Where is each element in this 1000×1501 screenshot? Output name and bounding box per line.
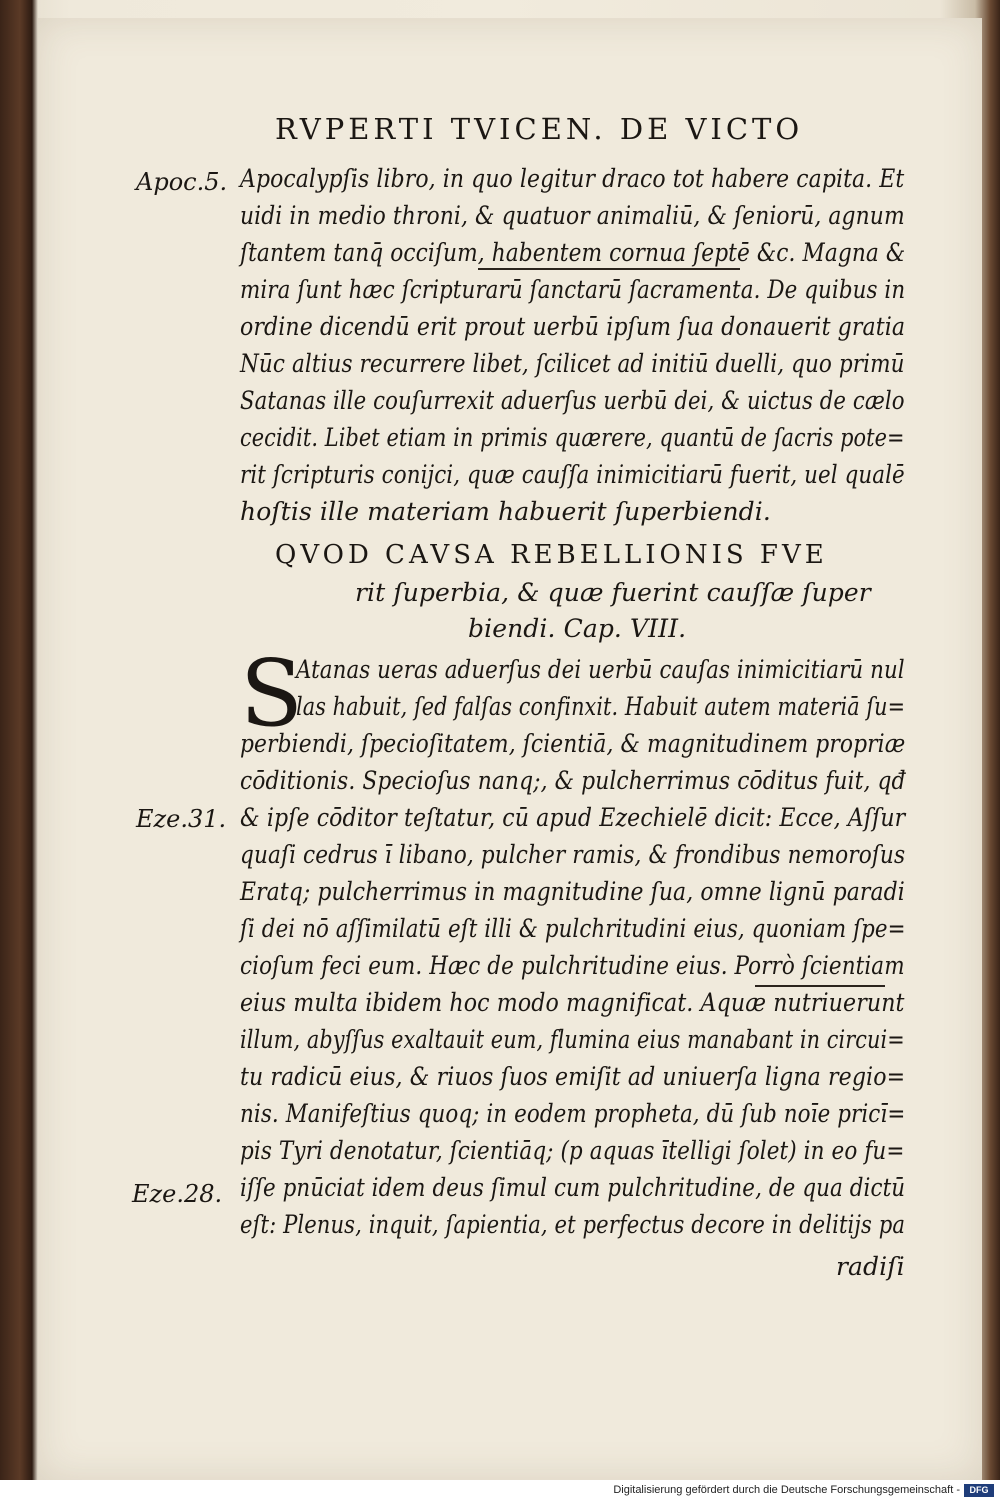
- text-line: iſſe pnūciat idem deus ſimul cum pulchritudine, de qua dictū: [240, 1173, 906, 1202]
- margin-note: Eze.28.: [132, 1180, 223, 1208]
- text-line: las habuit, ſed falſas confinxit. Habuit autem materiā ſu=: [296, 692, 906, 721]
- footer-credit: Digitalisierung gefördert durch die Deutsche Forschungsgemeinschaft -: [613, 1484, 960, 1496]
- text-line: quaſi cedrus ī libano, pulcher ramis, & frondibus nemoroſus: [240, 840, 906, 869]
- text-line: uidi in medio throni, & quatuor animaliū, & ſeniorū, agnum: [240, 201, 905, 230]
- text-line: hoſtis ille materiam habuerit ſuperbiendi.: [240, 497, 771, 526]
- text-line: cōditionis. Specioſus nanq;, & pulcherrimus cōditus fuit, qđ: [240, 766, 906, 795]
- chapter-heading-line: rit ſuperbia, & quæ fuerint cauſſæ ſuper: [355, 578, 871, 607]
- text-line: Satanas ille couſurrexit aduerſus uerbū dei, & uictus de cælo: [240, 386, 905, 415]
- text-line: & ipſe cōditor teſtatur, cū apud Ezechielē dicit: Ecce, Aſſur: [240, 803, 906, 832]
- chapter-heading-line: biendi. Cap. VIII.: [468, 614, 687, 643]
- text-line: nis. Manifeſtius quoq; in eodem propheta, dū ſub noīe pricī=: [240, 1099, 906, 1128]
- text-line: eſt: Plenus, inquit, ſapientia, et perfectus decore in delitijs pa: [240, 1210, 906, 1239]
- chapter-heading-line: QVOD CAVSA REBELLIONIS FVE: [275, 540, 828, 570]
- margin-note: Eze.31.: [136, 805, 227, 833]
- text-line: tu radicū eius, & riuos ſuos emiſit ad uniuerſa ligna regio=: [240, 1062, 906, 1091]
- text-line: perbiendi, ſpecioſitatem, ſcientiā, & magnitudinem propriæ: [240, 729, 906, 758]
- running-head: RVPERTI TVICEN. DE VICTO: [275, 112, 804, 146]
- text-line: mira ſunt hæc ſcripturarū ſanctarū ſacramenta. De quibus in: [240, 275, 906, 304]
- text-line: Eratq; pulcherrimus in magnitudine ſua, omne lignū paradi: [240, 877, 905, 906]
- text-line: ſi dei nō aſſimilatū eſt illi & pulchritudini eius, quoniam ſpe=: [240, 914, 906, 943]
- text-line: rit ſcripturis conijci, quæ cauſſa inimicitiarū fuerit, uel qualē: [240, 460, 905, 489]
- dfg-logo: DFG: [964, 1484, 994, 1497]
- text-line: Atanas ueras aduerſus dei uerbū cauſas inimicitiarū nul: [296, 655, 905, 684]
- ink-underline: [478, 268, 740, 270]
- margin-note: Apoc.5.: [136, 168, 228, 196]
- text-line: cecidit. Libet etiam in primis quærere, quantū de ſacris pote=: [240, 423, 905, 452]
- text-line: ordine dicendū erit prout uerbū ipſum ſua donauerit gratia: [240, 312, 906, 341]
- text-line: eius multa ibidem hoc modo magnificat. Aquæ nutriuerunt: [240, 988, 905, 1017]
- ink-underline: [755, 985, 885, 987]
- catchword: radiſi: [836, 1252, 905, 1281]
- digitization-footer: [0, 1480, 1000, 1501]
- text-line: ſtantem tanq̄ occiſum, habentem cornua ſeptē &c. Magna &: [240, 238, 906, 267]
- text-line: pis Tyri denotatur, ſcientiāq; (p aquas ītelligi ſolet) in eo fu=: [240, 1136, 905, 1165]
- text-line: Nūc altius recurrere libet, ſcilicet ad initiū duelli, quo primū: [240, 349, 905, 378]
- text-line: cioſum feci eum. Hæc de pulchritudine eius. Porrò ſcientiam: [240, 951, 905, 980]
- text-line: Apocalypſis libro, in quo legitur draco tot habere capita. Et: [240, 164, 905, 193]
- text-line: illum, abyſſus exaltauit eum, flumina eius manabant in circui=: [240, 1025, 905, 1054]
- drop-cap: S: [240, 640, 304, 747]
